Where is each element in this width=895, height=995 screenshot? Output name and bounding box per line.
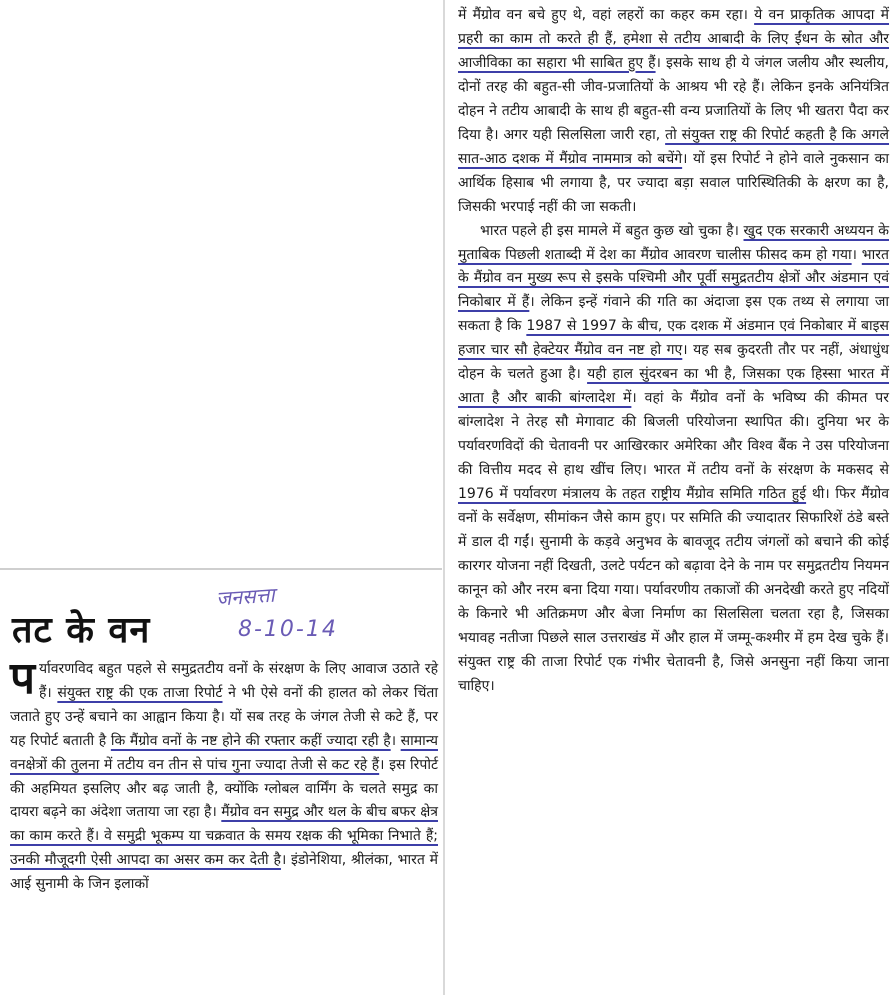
text-span: । यह सब कुदरती तौर पर नहीं, अंधाधुंध दोहन के चलते हुआ है। <box>458 342 890 383</box>
article-body-left <box>10 653 439 897</box>
underlined-text: भारत के मैंग्रोव वन मुख्य रूप से इसके पश्चिमी और पूर्वी समुद्रतटीय क्षेत्रों और अंडमान एवं निकोबार में हैं <box>458 246 889 311</box>
text-span: । <box>390 732 401 749</box>
text-span: भारत पहले ही इस मामले में बहुत कुछ खो चुका है। <box>480 222 744 239</box>
text-span: । वहां के मैंग्रोव वनों के भविष्य की कीमत पर बांग्लादेश ने तेरह सौ मेगावाट की बिजली परियोजना स्थापित की। दुनिया भर के पर्यावरणविदों की चेतावनी पर आखिरकार अमेरिका और विश्व बैंक ने उस परियोजना की वित्तीय मदद से हाथ खींच लिए। भारत में तटीय वनों के संरक्षण के मकसद से <box>458 390 889 479</box>
blank-margin <box>0 0 442 568</box>
underlined-text: मैंग्रोव वन समुद्र और थल के बीच बफर क्षेत्र का काम करते हैं। वे समुद्री भूकम्प या चक्रवात के समय रक्षक की भूमिका निभाते हैं; उनकी मौजूदगी ऐसी आपदा का असर कम कर देती है <box>10 804 438 869</box>
underlined-text: यही हाल सुंदरबन का भी है, जिसका एक हिस्सा भारत में आता है और बाकी बांग्लादेश में <box>458 366 889 407</box>
text-span: । इंडोनेशिया, श्रीलंका, भारत में आई सुनामी के जिन इलाकों <box>10 852 438 893</box>
paragraph <box>458 4 889 220</box>
text-span: । यों इस रिपोर्ट ने होने वाले नुकसान का आर्थिक हिसाब भी लगाया है, पर ज्यादा बड़ा सवाल पारिस्थितिकी के क्षरण का है, जिसकी भरपाई नहीं की जा सकती। <box>458 150 889 215</box>
underlined-text: खुद एक सरकारी अध्ययन के मुताबिक पिछली शताब्दी में देश का मैंग्रोव आवरण चालीस फीसद कम हो गया <box>458 222 889 263</box>
text-span: । <box>851 246 862 263</box>
column-divider <box>443 0 445 995</box>
underlined-text: संयुक्त राष्ट्र की एक ताजा रिपोर्ट <box>57 684 223 701</box>
text-span: थी। फिर मैंग्रोव वनों के सर्वेक्षण, सीमांकन जैसे काम हुए। पर समिति की ज्यादातर सिफारिशें ठंडे बस्ते में डाल दी गईं। सुनामी के कड़वे अनुभव के बावजूद तटीय जंगलों को बचाने की कोई कारगर योजना नहीं दिखती, उलटे पर्यटन को बढ़ावा देने के नाम पर समुद्रतटीय नियमन कानून को और नरम बना दिया गया। पर्यावरणीय तकाजों की अनदेखी करते हुए नदियों के किनारे भी अतिक्रमण और बेजा निर्माण का सिलसिला चलता रहा है, जिसका भयावह नतीजा पिछले साल उत्तराखंड में और हाल में जम्मू-कश्मीर में हम देख चुके हैं। संयुक्त राष्ट्र की ताजा रिपोर्ट एक गंभीर चेतावनी है, जिसे अनसुना नहीं किया जाना चाहिए। <box>458 486 889 694</box>
handwritten-date: 8-10-14 <box>238 617 338 642</box>
drop-cap: प <box>10 653 35 704</box>
text-span: । इसके साथ ही ये जंगल जलीय और स्थलीय, दोनों तरह की बहुत-सी जीव-प्रजातियों के आश्रय भी रहे हैं। लेकिन इनके अनियंत्रित दोहन ने तटीय आबादी के साथ ही बहुत-सी वन्य प्रजातियों के लिए भी खतरा पैदा कर दिया है। अगर यही सिलसिला जारी रहा, <box>458 54 889 143</box>
paragraph <box>458 220 889 699</box>
right-column <box>450 0 895 995</box>
underlined-text: ये वन प्राकृतिक आपदा में प्रहरी का काम तो करते ही हैं, हमेशा से तटीय आबादी के लिए ईंधन के स्रोत और आजीविका का सहारा भी साबित हुए हैं <box>458 7 890 71</box>
text-span: । इस रिपोर्ट की अहमियत इसलिए और बढ़ जाती है, क्योंकि ग्लोबल वार्मिंग के चलते समुद्र का दायरा बढ़ने का अंदेशा जताया जा रहा है। <box>10 756 439 821</box>
underlined-text: तो संयुक्त राष्ट्र की रिपोर्ट कहती है कि अगले सात-आठ दशक में मैंग्रोव नाममात्र को बचेंगे <box>458 126 890 167</box>
text-span: में मैंग्रोव वन बचे हुए थे, वहां लहरों का कहर कम रहा। <box>458 7 755 23</box>
underlined-text: 1976 में पर्यावरण मंत्रालय के तहत राष्ट्रीय मैंग्रोव समिति गठित हुई <box>458 486 807 503</box>
handwritten-source: जनसत्ता <box>215 582 276 611</box>
text-span: । लेकिन इन्हें गंवाने की गति का अंदाजा इस एक तथ्य से लगाया जा सकता है कि <box>458 294 889 335</box>
underlined-text: 1987 से 1997 के बीच, एक दशक में अंडमान एवं निकोबार में बाइस हजार चार सौ हेक्टेयर मैंग्रोव वन नष्ट हो गए <box>458 318 890 359</box>
text-span: ने भी ऐसे वनों की हालत को लेकर चिंता जताते हुए उन्हें बचाने का आह्वान किया है। यों सब तरह के जंगल तेजी से कटे हैं, पर यह रिपोर्ट बताती है <box>10 684 438 749</box>
underlined-text: कि मैंग्रोव वनों के नष्ट होने की रफ्तार कहीं ज्यादा रही है <box>110 732 391 749</box>
handwritten-annotation <box>210 580 350 660</box>
underlined-text: सामान्य वनक्षेत्रों की तुलना में तटीय वन तीन से पांच गुना ज्यादा तेजी से कट रहे हैं <box>10 732 438 773</box>
headline: तट के वन <box>12 610 151 651</box>
left-column <box>0 568 442 995</box>
text-span: र्यावरणविद बहुत पहले से समुद्रतटीय वनों के संरक्षण के लिए आवाज उठाते रहे हैं। <box>39 661 438 701</box>
